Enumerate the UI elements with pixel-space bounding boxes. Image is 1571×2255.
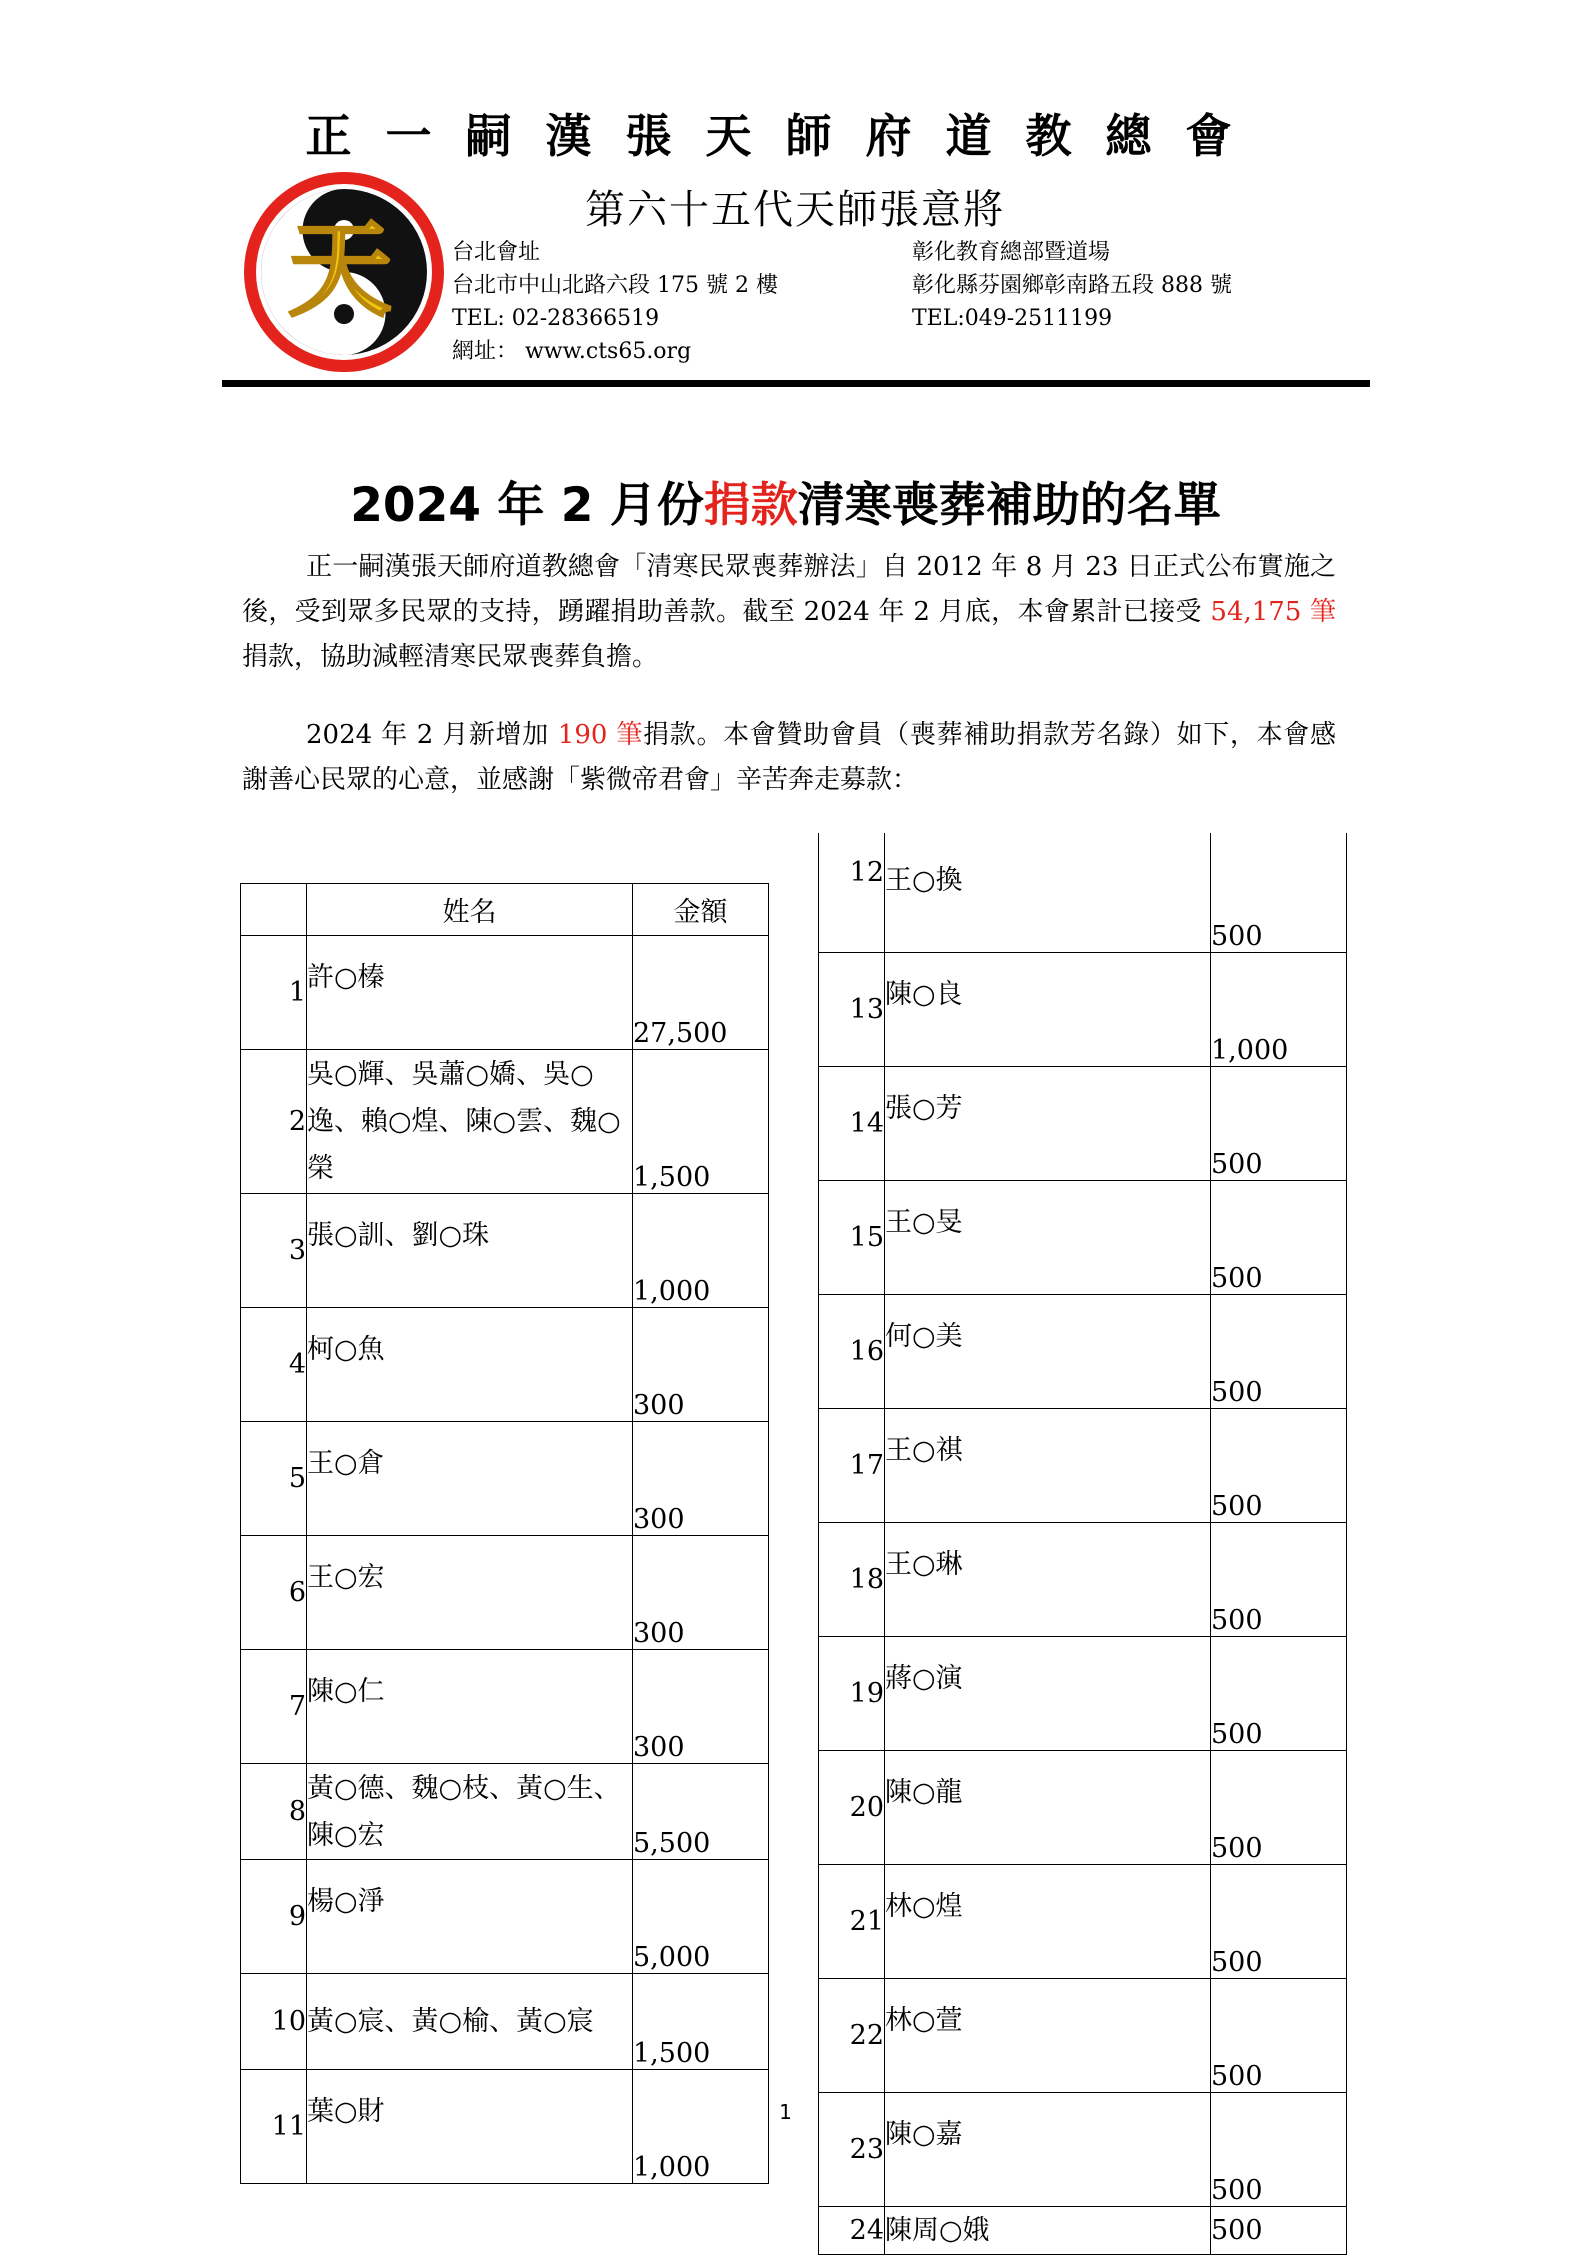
table-row xyxy=(241,1974,769,2070)
donor-name: 黃○德、魏○枝、黃○生、陳○宏 xyxy=(307,1764,633,1860)
title-suffix: 清寒喪葬補助的名單 xyxy=(797,478,1221,533)
table-row xyxy=(241,1308,769,1422)
donor-number: 20 xyxy=(819,1751,885,1865)
donor-number: 9 xyxy=(241,1860,307,1974)
donor-table-right xyxy=(818,833,1347,2255)
donor-amount: 300 xyxy=(633,1422,769,1536)
donor-number: 3 xyxy=(241,1194,307,1308)
table-row xyxy=(819,1067,1347,1181)
donor-number: 16 xyxy=(819,1295,885,1409)
address-line: 台北會址 xyxy=(452,240,541,265)
para1-text-b: 捐款，協助減輕清寒民眾喪葬負擔。 xyxy=(242,642,659,672)
donor-number: 23 xyxy=(819,2093,885,2207)
table-row xyxy=(819,1409,1347,1523)
monthly-paragraph xyxy=(242,713,1336,803)
document-title xyxy=(0,468,1571,535)
table-row xyxy=(241,936,769,1050)
table-row xyxy=(819,1637,1347,1751)
donor-name: 許○榛 xyxy=(307,936,633,1050)
donor-number: 5 xyxy=(241,1422,307,1536)
donor-amount: 500 xyxy=(1211,833,1347,953)
table-row xyxy=(241,1536,769,1650)
donor-number: 12 xyxy=(819,833,885,953)
donor-amount: 300 xyxy=(633,1308,769,1422)
table-row xyxy=(241,1860,769,1974)
donor-amount: 1,500 xyxy=(633,1050,769,1194)
table-row xyxy=(241,1650,769,1764)
donor-number: 10 xyxy=(241,1974,307,2070)
taipei-address-block xyxy=(452,236,778,368)
donor-number: 19 xyxy=(819,1637,885,1751)
donor-number: 21 xyxy=(819,1865,885,1979)
tianshi-logo xyxy=(240,168,448,376)
donor-amount: 1,500 xyxy=(633,1974,769,2070)
para1-text-a: 正一嗣漢張天師府道教總會「清寒民眾喪葬辦法」自 2012 年 8 月 23 日正式公布實施之後，受到眾多民眾的支持，踴躍捐助善款。截至 2024 年 2 月底，本會累計已接受 xyxy=(242,552,1336,627)
header-number-cell xyxy=(241,884,307,936)
donor-number: 8 xyxy=(241,1764,307,1860)
donor-name: 陳○龍 xyxy=(885,1751,1211,1865)
table-row xyxy=(819,1181,1347,1295)
donor-name: 張○芳 xyxy=(885,1067,1211,1181)
table-row xyxy=(241,1050,769,1194)
table-row xyxy=(241,2070,769,2184)
title-prefix: 2024 年 2 月份 xyxy=(350,478,704,533)
donor-name: 楊○淨 xyxy=(307,1860,633,1974)
donor-name: 吳○輝、吳蕭○嬌、吳○逸、賴○煌、陳○雲、魏○榮 xyxy=(307,1050,633,1194)
donor-amount: 500 xyxy=(1211,1067,1347,1181)
intro-paragraph xyxy=(242,545,1336,680)
donor-amount: 500 xyxy=(1211,2207,1347,2255)
donor-name: 陳周○娥 xyxy=(885,2207,1211,2255)
table-row xyxy=(241,1194,769,1308)
donor-number: 17 xyxy=(819,1409,885,1523)
donor-table-left xyxy=(240,883,769,2184)
phone-line: TEL: 02-28366519 xyxy=(452,306,660,331)
table-row xyxy=(241,1422,769,1536)
address-line: 彰化教育總部暨道場 xyxy=(912,240,1111,265)
page-number: 1 xyxy=(779,2100,792,2124)
logo-glyph: 天 xyxy=(287,208,393,331)
monthly-donations-count: 190 筆 xyxy=(557,720,644,750)
donor-amount: 500 xyxy=(1211,1181,1347,1295)
donor-number: 14 xyxy=(819,1067,885,1181)
donor-name: 陳○仁 xyxy=(307,1650,633,1764)
donor-name: 王○換 xyxy=(885,833,1211,953)
donor-number: 22 xyxy=(819,1979,885,2093)
donor-amount: 1,000 xyxy=(1211,953,1347,1067)
donor-name: 王○旻 xyxy=(885,1181,1211,1295)
website-line: 網址： www.cts65.org xyxy=(452,339,692,364)
table-row xyxy=(819,1523,1347,1637)
phone-line: TEL:049-2511199 xyxy=(912,306,1113,331)
address-line: 台北市中山北路六段 175 號 2 樓 xyxy=(452,273,778,298)
donor-number: 11 xyxy=(241,2070,307,2184)
donor-name: 王○倉 xyxy=(307,1422,633,1536)
donor-number: 15 xyxy=(819,1181,885,1295)
donor-name: 陳○良 xyxy=(885,953,1211,1067)
header-divider xyxy=(222,380,1370,387)
donor-amount: 500 xyxy=(1211,1865,1347,1979)
organization-title: 正一嗣漢張天師府道教總會 xyxy=(305,109,1266,163)
donor-amount: 27,500 xyxy=(633,936,769,1050)
yin-yang-logo-icon xyxy=(240,168,448,376)
donor-amount: 5,500 xyxy=(633,1764,769,1860)
donor-number: 1 xyxy=(241,936,307,1050)
para2-text-b: 捐款。本會贊助會員（喪葬補助捐款芳名錄）如下，本會感謝善心民眾的心意，並感謝「紫微帝君會」辛苦奔走募款： xyxy=(242,720,1336,795)
donor-amount: 500 xyxy=(1211,1751,1347,1865)
donor-name: 林○煌 xyxy=(885,1865,1211,1979)
donor-name: 柯○魚 xyxy=(307,1308,633,1422)
donor-number: 24 xyxy=(819,2207,885,2255)
donor-number: 18 xyxy=(819,1523,885,1637)
donor-amount: 1,000 xyxy=(633,1194,769,1308)
donor-name: 蔣○演 xyxy=(885,1637,1211,1751)
donor-name: 張○訓、劉○珠 xyxy=(307,1194,633,1308)
donor-amount: 1,000 xyxy=(633,2070,769,2184)
donor-amount: 500 xyxy=(1211,1637,1347,1751)
donor-amount: 500 xyxy=(1211,1409,1347,1523)
donor-number: 4 xyxy=(241,1308,307,1422)
para2-text-a: 2024 年 2 月新增加 xyxy=(306,720,558,750)
table-row xyxy=(819,2207,1347,2255)
title-highlight: 捐款 xyxy=(703,478,798,533)
table-row xyxy=(819,1295,1347,1409)
table-header-row xyxy=(241,884,769,936)
donor-name: 王○宏 xyxy=(307,1536,633,1650)
donor-name: 王○祺 xyxy=(885,1409,1211,1523)
donor-name: 王○琳 xyxy=(885,1523,1211,1637)
donor-number: 7 xyxy=(241,1650,307,1764)
donor-name: 陳○嘉 xyxy=(885,2093,1211,2207)
donor-amount: 500 xyxy=(1211,1523,1347,1637)
donor-amount: 300 xyxy=(633,1536,769,1650)
donor-name: 葉○財 xyxy=(307,2070,633,2184)
table-row xyxy=(819,1865,1347,1979)
table-row xyxy=(241,1764,769,1860)
donor-name: 黃○宸、黃○榆、黃○宸 xyxy=(307,1974,633,2070)
donor-amount: 5,000 xyxy=(633,1860,769,1974)
table-row xyxy=(819,833,1347,953)
donor-number: 13 xyxy=(819,953,885,1067)
donor-number: 2 xyxy=(241,1050,307,1194)
donor-name: 何○美 xyxy=(885,1295,1211,1409)
table-row xyxy=(819,953,1347,1067)
donor-amount: 500 xyxy=(1211,1979,1347,2093)
donor-amount: 500 xyxy=(1211,1295,1347,1409)
table-row xyxy=(819,1751,1347,1865)
donor-amount: 500 xyxy=(1211,2093,1347,2207)
table-row xyxy=(819,1979,1347,2093)
total-donations-count: 54,175 筆 xyxy=(1210,597,1336,627)
donor-name: 林○萱 xyxy=(885,1979,1211,2093)
donor-amount: 300 xyxy=(633,1650,769,1764)
changhua-address-block xyxy=(912,236,1232,335)
address-line: 彰化縣芬園鄉彰南路五段 888 號 xyxy=(912,273,1232,298)
header-amount-cell: 金額 xyxy=(633,884,769,936)
master-title: 第六十五代天師張意將 xyxy=(585,187,1005,233)
header-name-cell: 姓名 xyxy=(307,884,633,936)
donor-number: 6 xyxy=(241,1536,307,1650)
